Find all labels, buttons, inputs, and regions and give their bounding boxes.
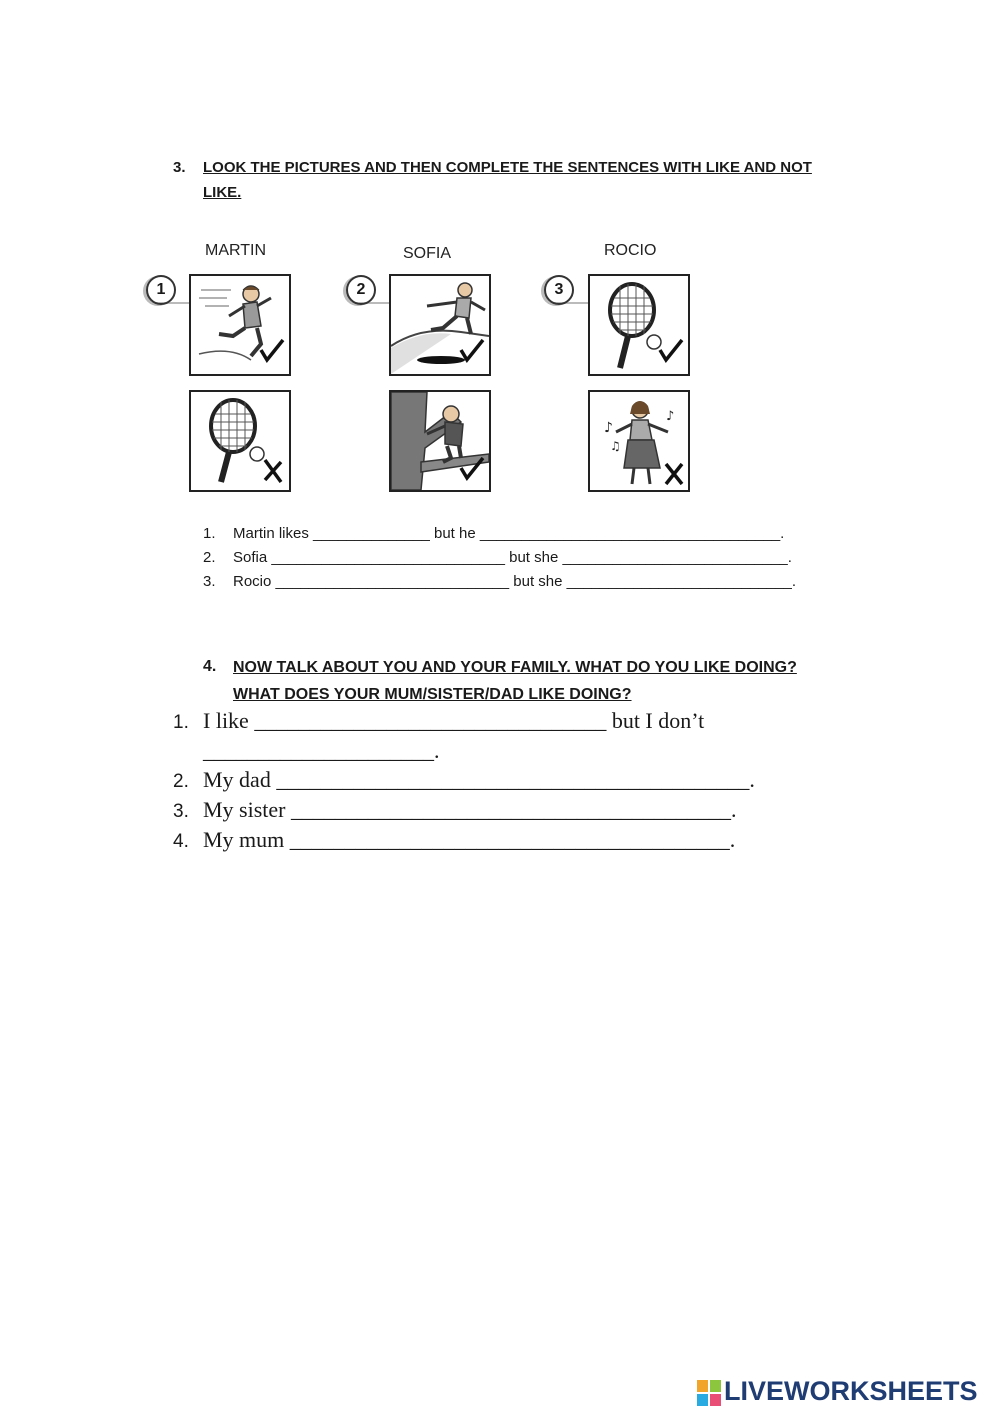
- answer-number: 4.: [173, 831, 189, 852]
- person-name-sofia: SOFIA: [403, 245, 452, 262]
- liveworksheets-logo-icon: [697, 1380, 721, 1406]
- tennis-racket-icon: [590, 276, 688, 374]
- picture-martin-tennis: [189, 390, 291, 492]
- answer-line: [173, 827, 735, 853]
- answer-text[interactable]: I like ________________________________ but I don’t: [203, 708, 705, 733]
- number-badge-3: 3: [544, 275, 574, 305]
- person-name-rocio: ROCIO: [604, 242, 657, 259]
- logo-square-3: [697, 1394, 708, 1406]
- question-4-title-line2: WHAT DOES YOUR MUM/SISTER/DAD LIKE DOING?: [233, 686, 632, 703]
- number-badge-2: 2: [346, 275, 376, 305]
- sentence-text[interactable]: Rocio ____________________________ but she ___________________________.: [233, 573, 797, 590]
- question-3-title: [203, 155, 812, 205]
- number-badge-1: 1: [146, 275, 176, 305]
- logo-square-1: [697, 1380, 708, 1392]
- liveworksheets-logo-text[interactable]: LIVEWORKSHEETS: [724, 1376, 978, 1406]
- sentence-row: [203, 549, 792, 566]
- answer-text[interactable]: My dad ___________________________________________.: [203, 767, 755, 792]
- svg-text:♪: ♪: [604, 420, 613, 436]
- svg-text:♫: ♫: [610, 439, 621, 453]
- sentence-text[interactable]: Sofia ____________________________ but she ___________________________.: [233, 549, 792, 566]
- sentence-number: 1.: [203, 525, 216, 542]
- question-4-number: 4.: [203, 658, 217, 675]
- sentence-number: 2.: [203, 549, 216, 566]
- picture-rocio-tennis: [588, 274, 690, 376]
- answer-text[interactable]: _____________________.: [203, 738, 440, 763]
- picture-martin-running: [189, 274, 291, 376]
- picture-sofia-climbing: [389, 390, 491, 492]
- answer-text[interactable]: My mum ________________________________________.: [203, 827, 736, 852]
- answer-line: [173, 767, 755, 793]
- question-3-title-line2: LIKE.: [203, 184, 242, 201]
- climbing-tree-icon: [391, 392, 489, 490]
- question-3-number: 3.: [173, 159, 186, 176]
- running-boy-icon: [191, 276, 289, 374]
- tennis-racket-icon: [191, 392, 289, 490]
- question-4-title: [233, 654, 797, 708]
- sentence-row: [203, 525, 784, 542]
- answer-number: 2.: [173, 771, 189, 792]
- picture-rocio-dancing: [588, 390, 690, 492]
- dancing-girl-icon: [590, 392, 688, 490]
- answer-number: 1.: [173, 712, 189, 733]
- logo-square-4: [710, 1394, 721, 1406]
- person-name-martin: MARTIN: [205, 242, 267, 259]
- jumping-girl-icon: [391, 276, 489, 374]
- answer-line: [173, 738, 440, 764]
- answer-number: 3.: [173, 801, 189, 822]
- question-3-title-line1: LOOK THE PICTURES AND THEN COMPLETE THE SENTENCES WITH LIKE AND NOT: [203, 159, 812, 176]
- answer-text[interactable]: My sister ________________________________________.: [203, 797, 737, 822]
- answer-line: [173, 708, 704, 734]
- sentence-number: 3.: [203, 573, 216, 590]
- logo-square-2: [710, 1380, 721, 1392]
- picture-sofia-jumping: [389, 274, 491, 376]
- svg-text:♪: ♪: [666, 409, 675, 424]
- answer-line: [173, 797, 737, 823]
- sentence-text[interactable]: Martin likes ______________ but he ____________________________________.: [233, 525, 785, 542]
- sentence-row: [203, 573, 796, 590]
- question-4-title-line1: NOW TALK ABOUT YOU AND YOUR FAMILY. WHAT DO YOU LIKE DOING?: [233, 659, 797, 676]
